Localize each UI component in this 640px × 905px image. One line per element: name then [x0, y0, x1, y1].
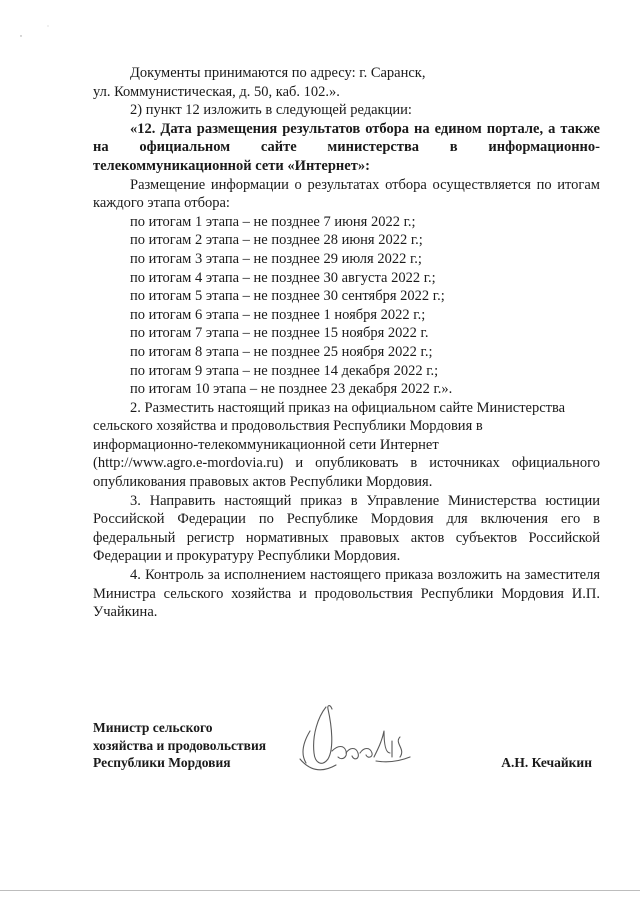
- document-body: [93, 64, 600, 622]
- stage-deadline-item: по итогам 8 этапа – не позднее 25 ноября 2022 г.;: [130, 343, 433, 360]
- address-line-2: ул. Коммунистическая, д. 50, каб. 102.».: [93, 83, 340, 100]
- item-4: 4. Контроль за исполнением настоящего приказа возложить на заместителя Министра сельского хозяйства и продовольствия Республики Мордовия И.П. Учайкина.: [93, 567, 600, 621]
- stage-deadline-item: по итогам 2 этапа – не позднее 28 июня 2022 г.;: [130, 232, 423, 249]
- stage-deadline-item: по итогам 5 этапа – не позднее 30 сентября 2022 г.;: [130, 288, 445, 305]
- address-line-1: Документы принимаются по адресу: г. Саранск,: [130, 65, 426, 81]
- signature-block: [93, 719, 600, 779]
- scan-specks: [18, 22, 58, 42]
- signer-position-line: Республики Мордовия: [93, 755, 231, 770]
- signer-position-line: хозяйства и продовольствия: [93, 737, 267, 753]
- stage-deadline-item: по итогам 3 этапа – не позднее 29 июля 2022 г.;: [130, 250, 422, 267]
- stage-deadline-list: [93, 213, 600, 399]
- stage-deadline-item: по итогам 10 этапа – не позднее 23 декабря 2022 г.».: [130, 381, 453, 398]
- item-2-line-2: сельского хозяйства и продовольствия Республики Мордовия в: [93, 418, 483, 435]
- stage-deadline-item: по итогам 1 этапа – не позднее 7 июня 2022 г.;: [130, 213, 416, 230]
- item-2-rest: (http://www.agro.e-mordovia.ru) и опубликовать в источниках официального опубликования правовых актов Республики Мордовия.: [93, 455, 600, 491]
- section-12-heading: «12. Дата размещения результатов отбора на едином портале, а также на официальном сайте министерства в информационно-телекоммуникационной сети «Интернет»:: [93, 120, 600, 174]
- signer-position-line: Министр сельского: [93, 720, 213, 735]
- handwritten-signature: [288, 701, 418, 783]
- results-intro: Размещение информации о результатах отбора осуществляется по итогам каждого этапа отбора:: [93, 176, 600, 212]
- stage-deadline-item: по итогам 4 этапа – не позднее 30 августа 2022 г.;: [130, 269, 436, 286]
- stage-deadline-item: по итогам 7 этапа – не позднее 15 ноября 2022 г.: [130, 325, 429, 342]
- stage-deadline-item: по итогам 6 этапа – не позднее 1 ноября 2022 г.;: [130, 306, 426, 323]
- amendment-point-2: 2) пункт 12 изложить в следующей редакции:: [130, 102, 412, 119]
- stage-deadline-item: по итогам 9 этапа – не позднее 14 декабря 2022 г.;: [130, 362, 439, 379]
- item-3: 3. Направить настоящий приказ в Управление Министерства юстиции Российской Федерации по Республике Мордовия для включения его в федеральный регистр нормативных правовых актов субъектов Российской Федерации и прокуратуру Республики Мордовия.: [93, 492, 600, 565]
- page-bottom-rule: [0, 890, 640, 891]
- item-2-line-1: 2. Разместить настоящий приказ на официальном сайте Министерства: [130, 399, 566, 416]
- signer-name: А.Н. Кечайкин: [501, 755, 592, 770]
- item-2-line-3: информационно-телекоммуникационной сети Интернет: [93, 436, 439, 453]
